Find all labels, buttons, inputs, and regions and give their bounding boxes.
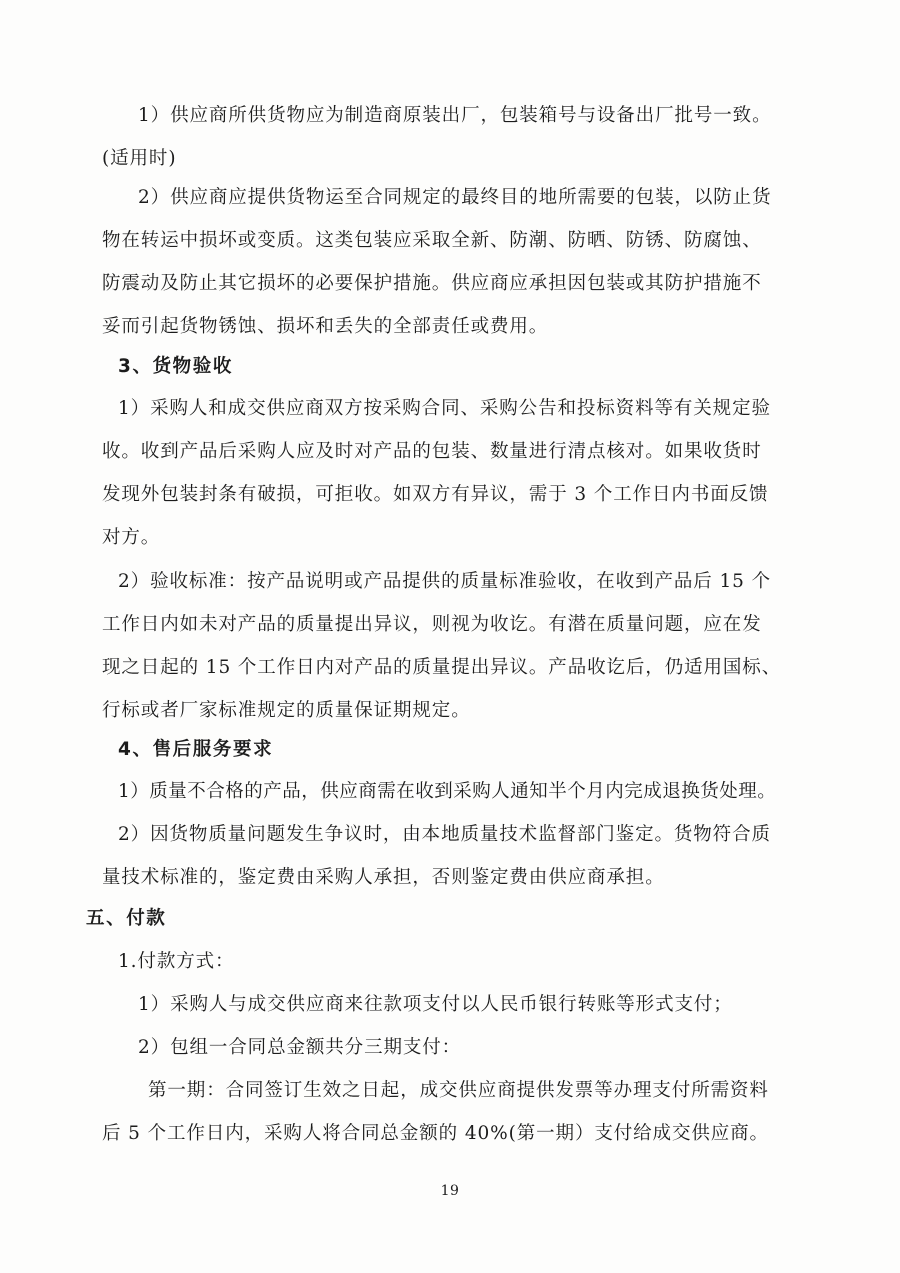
paragraph-after-sales-1: 1）质量不合格的产品，供应商需在收到采购人通知半个月内完成退换货处理。 — [118, 781, 777, 802]
paragraph-acceptance-2-line-3: 现之日起的 15 个工作日内对产品的质量提出异议。产品收讫后，仍适用国标、 — [102, 657, 782, 678]
paragraph-packaging-2-line-4: 妥而引起货物锈蚀、损坏和丢失的全部责任或费用。 — [102, 316, 549, 337]
section-heading-after-sales: 4、售后服务要求 — [118, 739, 274, 760]
paragraph-packaging-1-note: (适用时) — [102, 148, 177, 169]
paragraph-acceptance-1-line-3: 发现外包装封条有破损，可拒收。如双方有异议，需于 3 个工作日内书面反馈 — [102, 484, 769, 505]
section-heading-acceptance: 3、货物验收 — [118, 356, 233, 377]
paragraph-acceptance-2-line-2: 工作日内如未对产品的质量提出异议，则视为收讫。有潜在质量问题，应在发 — [102, 614, 762, 635]
paragraph-acceptance-1-line-4: 对方。 — [102, 527, 161, 548]
payment-phase-1: 第一期：合同签订生效之日起，成交供应商提供发票等办理支付所需资料 — [148, 1080, 769, 1101]
paragraph-acceptance-2-line-4: 行标或者厂家标准规定的质量保证期规定。 — [102, 700, 471, 721]
payment-phase-1-line-2: 后 5 个工作日内，采购人将合同总金额的 40%(第一期）支付给成交供应商。 — [102, 1123, 769, 1144]
paragraph-after-sales-2-line-2: 量技术标准的，鉴定费由采购人承担，否则鉴定费由供应商承担。 — [102, 867, 665, 888]
paragraph-acceptance-1-line-2: 收。收到产品后采购人应及时对产品的包装、数量进行清点核对。如果收货时 — [102, 441, 762, 462]
paragraph-packaging-1: 1）供应商所供货物应为制造商原装出厂，包装箱号与设备出厂批号一致。 — [138, 105, 772, 126]
paragraph-acceptance-2: 2）验收标准：按产品说明或产品提供的质量标准验收，在收到产品后 15 个 — [118, 571, 771, 592]
payment-method-label: 1.付款方式： — [118, 951, 235, 972]
payment-method-2: 2）包组一合同总金额共分三期支付： — [138, 1037, 462, 1058]
paragraph-packaging-2-line-2: 物在转运中损坏或变质。这类包装应采取全新、防潮、防晒、防锈、防腐蚀、 — [102, 230, 762, 251]
page-number: 19 — [440, 1183, 460, 1199]
section-heading-payment: 五、付款 — [86, 908, 167, 929]
paragraph-packaging-2-line-3: 防震动及防止其它损坏的必要保护措施。供应商应承担因包装或其防护措施不 — [102, 273, 762, 294]
paragraph-packaging-2: 2）供应商应提供货物运至合同规定的最终目的地所需要的包装，以防止货 — [138, 187, 772, 208]
paragraph-acceptance-1: 1）采购人和成交供应商双方按采购合同、采购公告和投标资料等有关规定验 — [118, 398, 771, 419]
payment-method-1: 1）采购人与成交供应商来往款项支付以人民币银行转账等形式支付； — [138, 994, 733, 1015]
paragraph-after-sales-2: 2）因货物质量问题发生争议时，由本地质量技术监督部门鉴定。货物符合质 — [118, 824, 771, 845]
